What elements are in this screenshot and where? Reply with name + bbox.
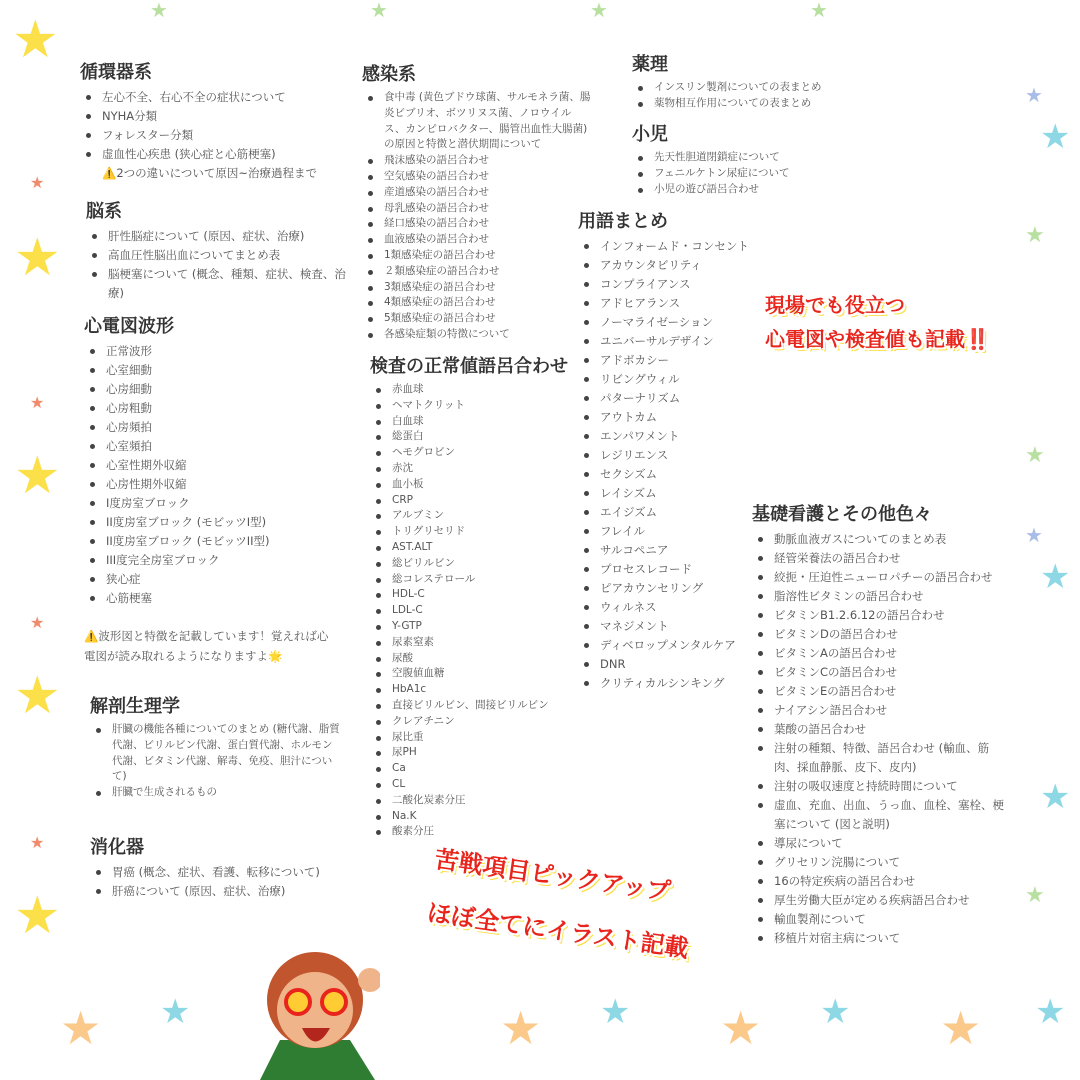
list-item: 虚血性心疾患 (狭心症と心筋梗塞) xyxy=(80,145,360,164)
list-item: ピアカウンセリング xyxy=(578,579,768,598)
section-infection xyxy=(362,60,592,343)
star-icon: ★ xyxy=(30,613,45,632)
list-item: 二酸化炭素分圧 xyxy=(370,793,580,809)
star-icon: ★ xyxy=(720,1001,762,1055)
list-item: フレイル xyxy=(578,522,768,541)
star-icon: ★ xyxy=(820,992,851,1032)
list-item: 赤血球 xyxy=(370,382,580,398)
item-list xyxy=(86,227,346,303)
section-title: 小児 xyxy=(632,124,668,145)
callout-bottom xyxy=(424,832,700,976)
star-icon: ★ xyxy=(30,173,45,192)
list-item: HDL-C xyxy=(370,587,580,603)
list-item: 尿比重 xyxy=(370,730,580,746)
list-item: Ca xyxy=(370,761,580,777)
list-item: 注射の種類、特徴、語呂合わせ (輸血、筋肉、採血静脈、皮下、皮内) xyxy=(752,739,1012,777)
section-title: 検査の正常値語呂合わせ xyxy=(370,356,568,377)
list-item: 16の特定疾病の語呂合わせ xyxy=(752,872,1012,891)
list-item: ディベロップメンタルケア xyxy=(578,636,768,655)
list-item: 経管栄養法の語呂合わせ xyxy=(752,549,1012,568)
list-item: アドボカシー xyxy=(578,351,768,370)
list-item: レイシズム xyxy=(578,484,768,503)
list-item: ビタミンDの語呂合わせ xyxy=(752,625,1012,644)
list-item: 空腹値血糖 xyxy=(370,666,580,682)
callout-line: 苦戦項目ピックアップ xyxy=(433,845,673,906)
section-title: 循環器系 xyxy=(80,62,152,83)
list-item: クリティカルシンキング xyxy=(578,674,768,693)
list-item: セクシズム xyxy=(578,465,768,484)
list-item: 総ビリルビン xyxy=(370,556,580,572)
list-item: 酸素分圧 xyxy=(370,824,580,840)
list-item: 薬物相互作用についての表まとめ xyxy=(632,96,872,112)
item-list xyxy=(578,237,768,693)
list-item: 4類感染症の語呂合わせ xyxy=(362,295,592,311)
list-item: Na.K xyxy=(370,809,580,825)
list-item: ウィルネス xyxy=(578,598,768,617)
list-item: 移植片対宿主病について xyxy=(752,929,1012,948)
list-item: 総蛋白 xyxy=(370,429,580,445)
list-item: AST.ALT xyxy=(370,540,580,556)
star-icon: ★ xyxy=(600,992,631,1032)
item-list xyxy=(80,88,360,164)
item-list xyxy=(90,863,370,901)
list-item: 動脈血液ガスについてのまとめ表 xyxy=(752,530,1012,549)
list-item: 血液感染の語呂合わせ xyxy=(362,232,592,248)
list-item: 直接ビリルビン、間接ビリルビン xyxy=(370,698,580,714)
star-icon: ★ xyxy=(14,886,61,946)
list-item: 肝臓で生成されるもの xyxy=(90,785,340,801)
list-item: HbA1c xyxy=(370,682,580,698)
section-digestive xyxy=(90,833,370,901)
list-item: ヘマトクリット xyxy=(370,398,580,414)
list-item: 尿素窒素 xyxy=(370,635,580,651)
list-item: II度房室ブロック (モビッツII型) xyxy=(84,532,364,551)
list-item: LDL-C xyxy=(370,603,580,619)
list-item: 白血球 xyxy=(370,414,580,430)
section-title: 脳系 xyxy=(86,201,122,222)
item-list xyxy=(84,342,364,608)
list-item: 空気感染の語呂合わせ xyxy=(362,169,592,185)
list-item: ビタミンAの語呂合わせ xyxy=(752,644,1012,663)
list-item: アルブミン xyxy=(370,508,580,524)
list-item: 心室頻拍 xyxy=(84,437,364,456)
list-item: ビタミンB1.2.6.12の語呂合わせ xyxy=(752,606,1012,625)
section-brain xyxy=(86,197,346,303)
list-item: 尿PH xyxy=(370,745,580,761)
list-item: 脳梗塞について (概念、種類、症状、検査、治療) xyxy=(86,265,346,303)
section-pediatrics xyxy=(632,120,872,197)
list-item: 高血圧性脳出血についてまとめ表 xyxy=(86,246,346,265)
star-icon: ★ xyxy=(30,393,45,412)
callout-line: 心電図や検査値も記載‼️ xyxy=(765,327,990,351)
list-item: 正常波形 xyxy=(84,342,364,361)
section-title: 用語まとめ xyxy=(578,211,668,232)
list-item: リビングウィル xyxy=(578,370,768,389)
list-item: 輸血製剤について xyxy=(752,910,1012,929)
list-item: 心房頻拍 xyxy=(84,418,364,437)
list-item: 葉酸の語呂合わせ xyxy=(752,720,1012,739)
star-icon: ★ xyxy=(1035,992,1066,1032)
star-icon: ★ xyxy=(14,446,61,506)
list-item: 導尿について xyxy=(752,834,1012,853)
star-icon: ★ xyxy=(500,1001,542,1055)
sub-note: ⚠️2つの違いについて原因~治療過程まで xyxy=(102,166,318,180)
section-title: 消化器 xyxy=(90,837,144,858)
list-item: Y-GTP xyxy=(370,619,580,635)
list-item: フォレスター分類 xyxy=(80,126,360,145)
list-item: I度房室ブロック xyxy=(84,494,364,513)
list-item: 脂溶性ビタミンの語呂合わせ xyxy=(752,587,1012,606)
list-item: ユニバーサルデザイン xyxy=(578,332,768,351)
list-item: III度完全房室ブロック xyxy=(84,551,364,570)
list-item: 1類感染症の語呂合わせ xyxy=(362,248,592,264)
list-item: ノーマライゼーション xyxy=(578,313,768,332)
list-item: 厚生労働大臣が定める疾病語呂合わせ xyxy=(752,891,1012,910)
list-item: 先天性胆道閉鎖症について xyxy=(632,150,872,166)
star-icon: ★ xyxy=(150,0,168,22)
list-item: アカウンタビリティ xyxy=(578,256,768,275)
star-icon: ★ xyxy=(940,1001,982,1055)
star-icon: ★ xyxy=(1040,557,1071,597)
list-item: 肝臓の機能各種についてのまとめ (糖代謝、脂質代謝、ビリルビン代謝、蛋白質代謝、ホルモン代謝、ビタミン代謝、解毒、免疫、胆汁について) xyxy=(90,722,340,785)
list-item: サルコペニア xyxy=(578,541,768,560)
section-title: 解剖生理学 xyxy=(90,696,180,717)
section-lab-values xyxy=(370,352,580,840)
list-item: ２類感染症の語呂合わせ xyxy=(362,264,592,280)
item-list xyxy=(370,382,580,840)
list-item: DNR xyxy=(578,655,768,674)
list-item: ビタミンEの語呂合わせ xyxy=(752,682,1012,701)
list-item: プロセスレコード xyxy=(578,560,768,579)
item-list xyxy=(362,90,592,343)
list-item: エイジズム xyxy=(578,503,768,522)
ecg-note: ⚠️波形図と特徴を記載しています！覚えれば心電図が読み取れるようになりますよ🌟 xyxy=(84,629,329,663)
list-item: グリセリン浣腸について xyxy=(752,853,1012,872)
list-item: NYHA分類 xyxy=(80,107,360,126)
list-item: ビタミンCの語呂合わせ xyxy=(752,663,1012,682)
list-item: マネジメント xyxy=(578,617,768,636)
fired-up-character-illustration xyxy=(250,930,380,1080)
list-item: レジリエンス xyxy=(578,446,768,465)
list-item: 心房細動 xyxy=(84,380,364,399)
star-icon: ★ xyxy=(1025,83,1043,107)
list-item: 肝癌について (原因、症状、治療) xyxy=(90,882,370,901)
list-item: 母乳感染の語呂合わせ xyxy=(362,201,592,217)
star-icon: ★ xyxy=(590,0,608,22)
callout-line: 現場でも役立つ xyxy=(765,293,905,317)
list-item: CRP xyxy=(370,493,580,509)
list-item: 食中毒 (黄色ブドウ球菌、サルモネラ菌、腸炎ビブリオ、ボツリヌス菌、ノロウイルス、カンピロバクター、腸管出血性大腸菌) の原因と特徴と潜伏期間について xyxy=(362,90,592,153)
section-circulatory xyxy=(80,58,360,183)
list-item: CL xyxy=(370,777,580,793)
callout-top xyxy=(765,288,990,356)
list-item: 心房性期外収縮 xyxy=(84,475,364,494)
list-item: 赤沈 xyxy=(370,461,580,477)
star-icon: ★ xyxy=(370,0,388,22)
item-list xyxy=(632,80,872,112)
list-item: 3類感染症の語呂合わせ xyxy=(362,280,592,296)
star-icon: ★ xyxy=(14,228,61,288)
list-item: 各感染症類の特徴について xyxy=(362,327,592,343)
list-item: クレアチニン xyxy=(370,714,580,730)
star-icon: ★ xyxy=(1040,777,1071,817)
list-item: 小児の遊び語呂合わせ xyxy=(632,182,872,198)
callout-line: ほぼ全てにイラスト記載 xyxy=(425,898,691,963)
list-item: 心筋梗塞 xyxy=(84,589,364,608)
list-item: 尿酸 xyxy=(370,651,580,667)
section-terms xyxy=(578,207,768,693)
list-item: 左心不全、右心不全の症状について xyxy=(80,88,360,107)
star-icon: ★ xyxy=(1025,523,1043,547)
list-item: 経口感染の語呂合わせ xyxy=(362,216,592,232)
list-item: II度房室ブロック (モビッツI型) xyxy=(84,513,364,532)
list-item: 総コレステロール xyxy=(370,572,580,588)
list-item: ヘモグロビン xyxy=(370,445,580,461)
list-item: 絞扼・圧迫性ニューロパチーの語呂合わせ xyxy=(752,568,1012,587)
section-basic-nursing xyxy=(752,500,1012,948)
list-item: 血小板 xyxy=(370,477,580,493)
list-item: 注射の吸収速度と持続時間について xyxy=(752,777,1012,796)
star-icon: ★ xyxy=(12,10,59,70)
list-item: 心房粗動 xyxy=(84,399,364,418)
star-icon: ★ xyxy=(30,833,45,852)
star-icon: ★ xyxy=(810,0,828,22)
list-item: 心室細動 xyxy=(84,361,364,380)
list-item: インフォームド・コンセント xyxy=(578,237,768,256)
item-list xyxy=(752,530,1012,948)
list-item: アウトカム xyxy=(578,408,768,427)
list-item: フェニルケトン尿症について xyxy=(632,166,872,182)
list-item: トリグリセリド xyxy=(370,524,580,540)
star-icon: ★ xyxy=(1025,883,1045,908)
list-item: 肝性脳症について (原因、症状、治療) xyxy=(86,227,346,246)
list-item: アドヒアランス xyxy=(578,294,768,313)
section-title: 心電図波形 xyxy=(84,316,174,337)
list-item: 狭心症 xyxy=(84,570,364,589)
star-icon: ★ xyxy=(60,1001,102,1055)
list-item: コンプライアンス xyxy=(578,275,768,294)
star-icon: ★ xyxy=(160,992,191,1032)
section-pharmacology xyxy=(632,50,872,112)
list-item: 心室性期外収縮 xyxy=(84,456,364,475)
star-icon: ★ xyxy=(1040,117,1071,157)
list-item: パターナリズム xyxy=(578,389,768,408)
list-item: エンパワメント xyxy=(578,427,768,446)
list-item: 胃癌 (概念、症状、看護、転移について) xyxy=(90,863,370,882)
item-list xyxy=(90,722,340,801)
section-title: 感染系 xyxy=(362,64,416,85)
section-title: 基礎看護とその他色々 xyxy=(752,504,932,525)
list-item: 5類感染症の語呂合わせ xyxy=(362,311,592,327)
section-title: 薬理 xyxy=(632,54,668,75)
list-item: 虚血、充血、出血、うっ血、血栓、塞栓、梗塞について (図と説明) xyxy=(752,796,1012,834)
list-item: 産道感染の語呂合わせ xyxy=(362,185,592,201)
star-icon: ★ xyxy=(1025,443,1045,468)
section-ecg xyxy=(84,312,364,666)
item-list xyxy=(632,150,872,197)
list-item: インスリン製剤についての表まとめ xyxy=(632,80,872,96)
list-item: ナイアシン語呂合わせ xyxy=(752,701,1012,720)
star-icon: ★ xyxy=(1025,223,1045,248)
section-anatomy xyxy=(90,692,340,801)
list-item: 飛沫感染の語呂合わせ xyxy=(362,153,592,169)
star-icon: ★ xyxy=(14,666,61,726)
